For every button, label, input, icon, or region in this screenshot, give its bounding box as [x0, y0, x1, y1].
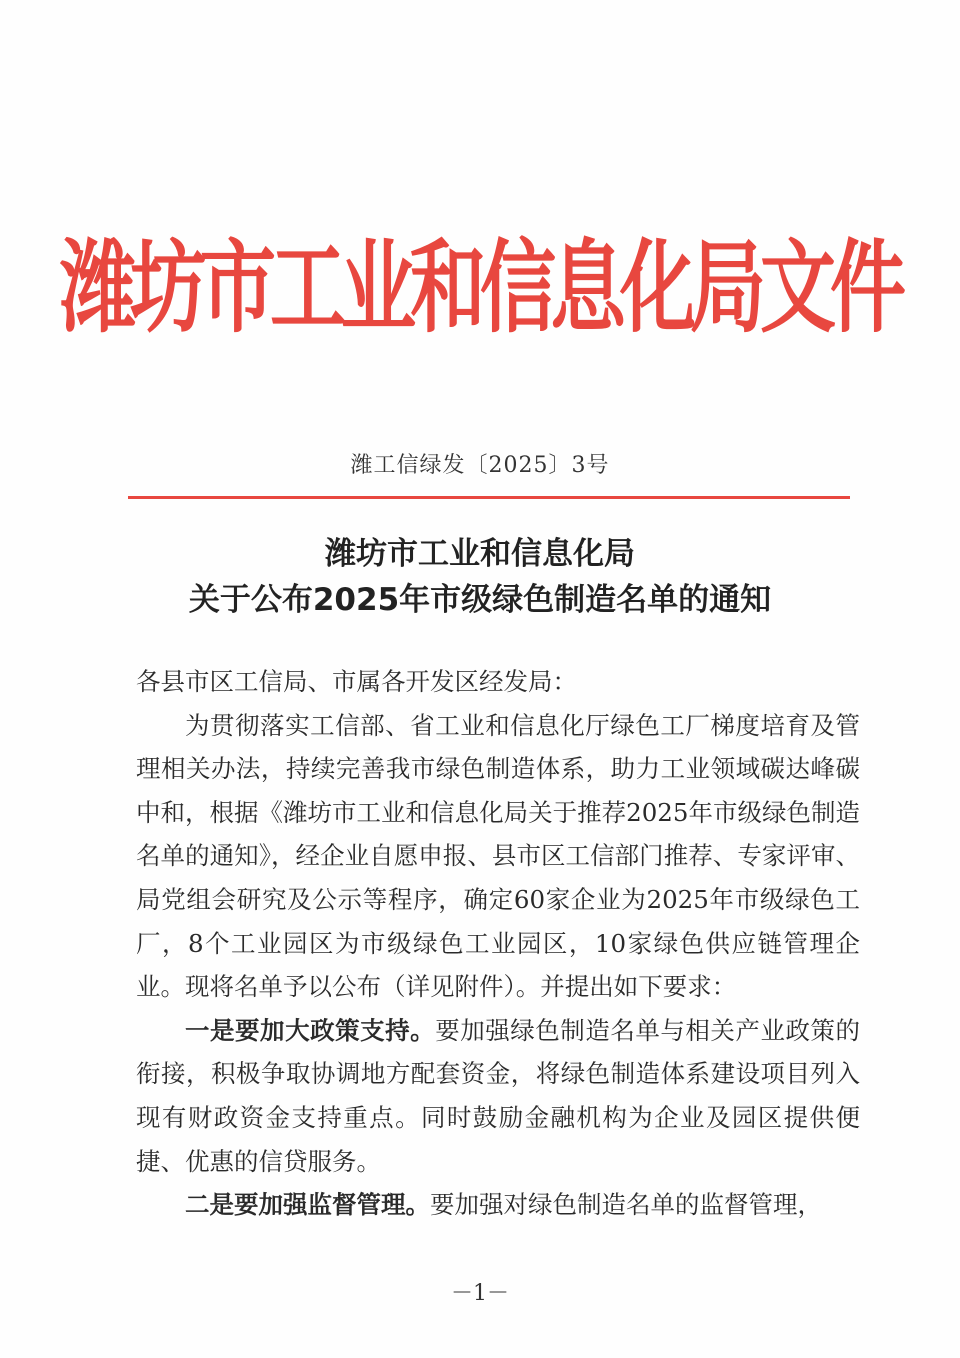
- requirement-1-text: 要加强绿色制造名单与相关产业政策的衔接，积极争取协调地方配套资金，将绿色制造体系建设项目列入现有财政资金支持重点。同时鼓励金融机构为企业及园区提供便捷、优惠的信贷服务。: [136, 1015, 861, 1176]
- paragraph-requirement-1: [136, 1009, 860, 1183]
- agency-file-title: 潍坊市工业和信息化局文件: [60, 228, 900, 347]
- document-number: 潍工信绿发〔2025〕3号: [350, 453, 610, 478]
- requirement-2-lead: 二是要加强监督管理。: [185, 1190, 430, 1220]
- page-number: －1－: [451, 1281, 509, 1306]
- requirement-1-lead: 一是要加大政策支持。: [185, 1015, 436, 1045]
- document-body: [136, 660, 860, 1227]
- paragraph-requirement-2: [136, 1183, 860, 1227]
- red-divider-line: [128, 496, 850, 499]
- requirement-2-text: 要加强对绿色制造名单的监督管理，: [430, 1190, 822, 1220]
- salutation: 各县市区工信局、市属各开发区经发局：: [136, 667, 577, 696]
- paragraph-intro: 为贯彻落实工信部、省工业和信息化厅绿色工厂梯度培育及管理相关办法，持续完善我市绿色制造体系，助力工业领域碳达峰碳中和，根据《潍坊市工业和信息化局关于推荐2025年市级绿色制造名单的通知》，经企业自愿申报、县市区工信部门推荐、专家评审、局党组会研究及公示等程序，确定60家企业为2025年市级绿色工厂，8个工业园区为市级绿色工业园区，10家绿色供应链管理企业。现将名单予以公布（详见附件）。并提出如下要求：: [136, 710, 860, 1002]
- notice-title-line2: 关于公布2025年市级绿色制造名单的通知: [188, 582, 772, 618]
- notice-title-line1: 潍坊市工业和信息化局: [325, 536, 635, 572]
